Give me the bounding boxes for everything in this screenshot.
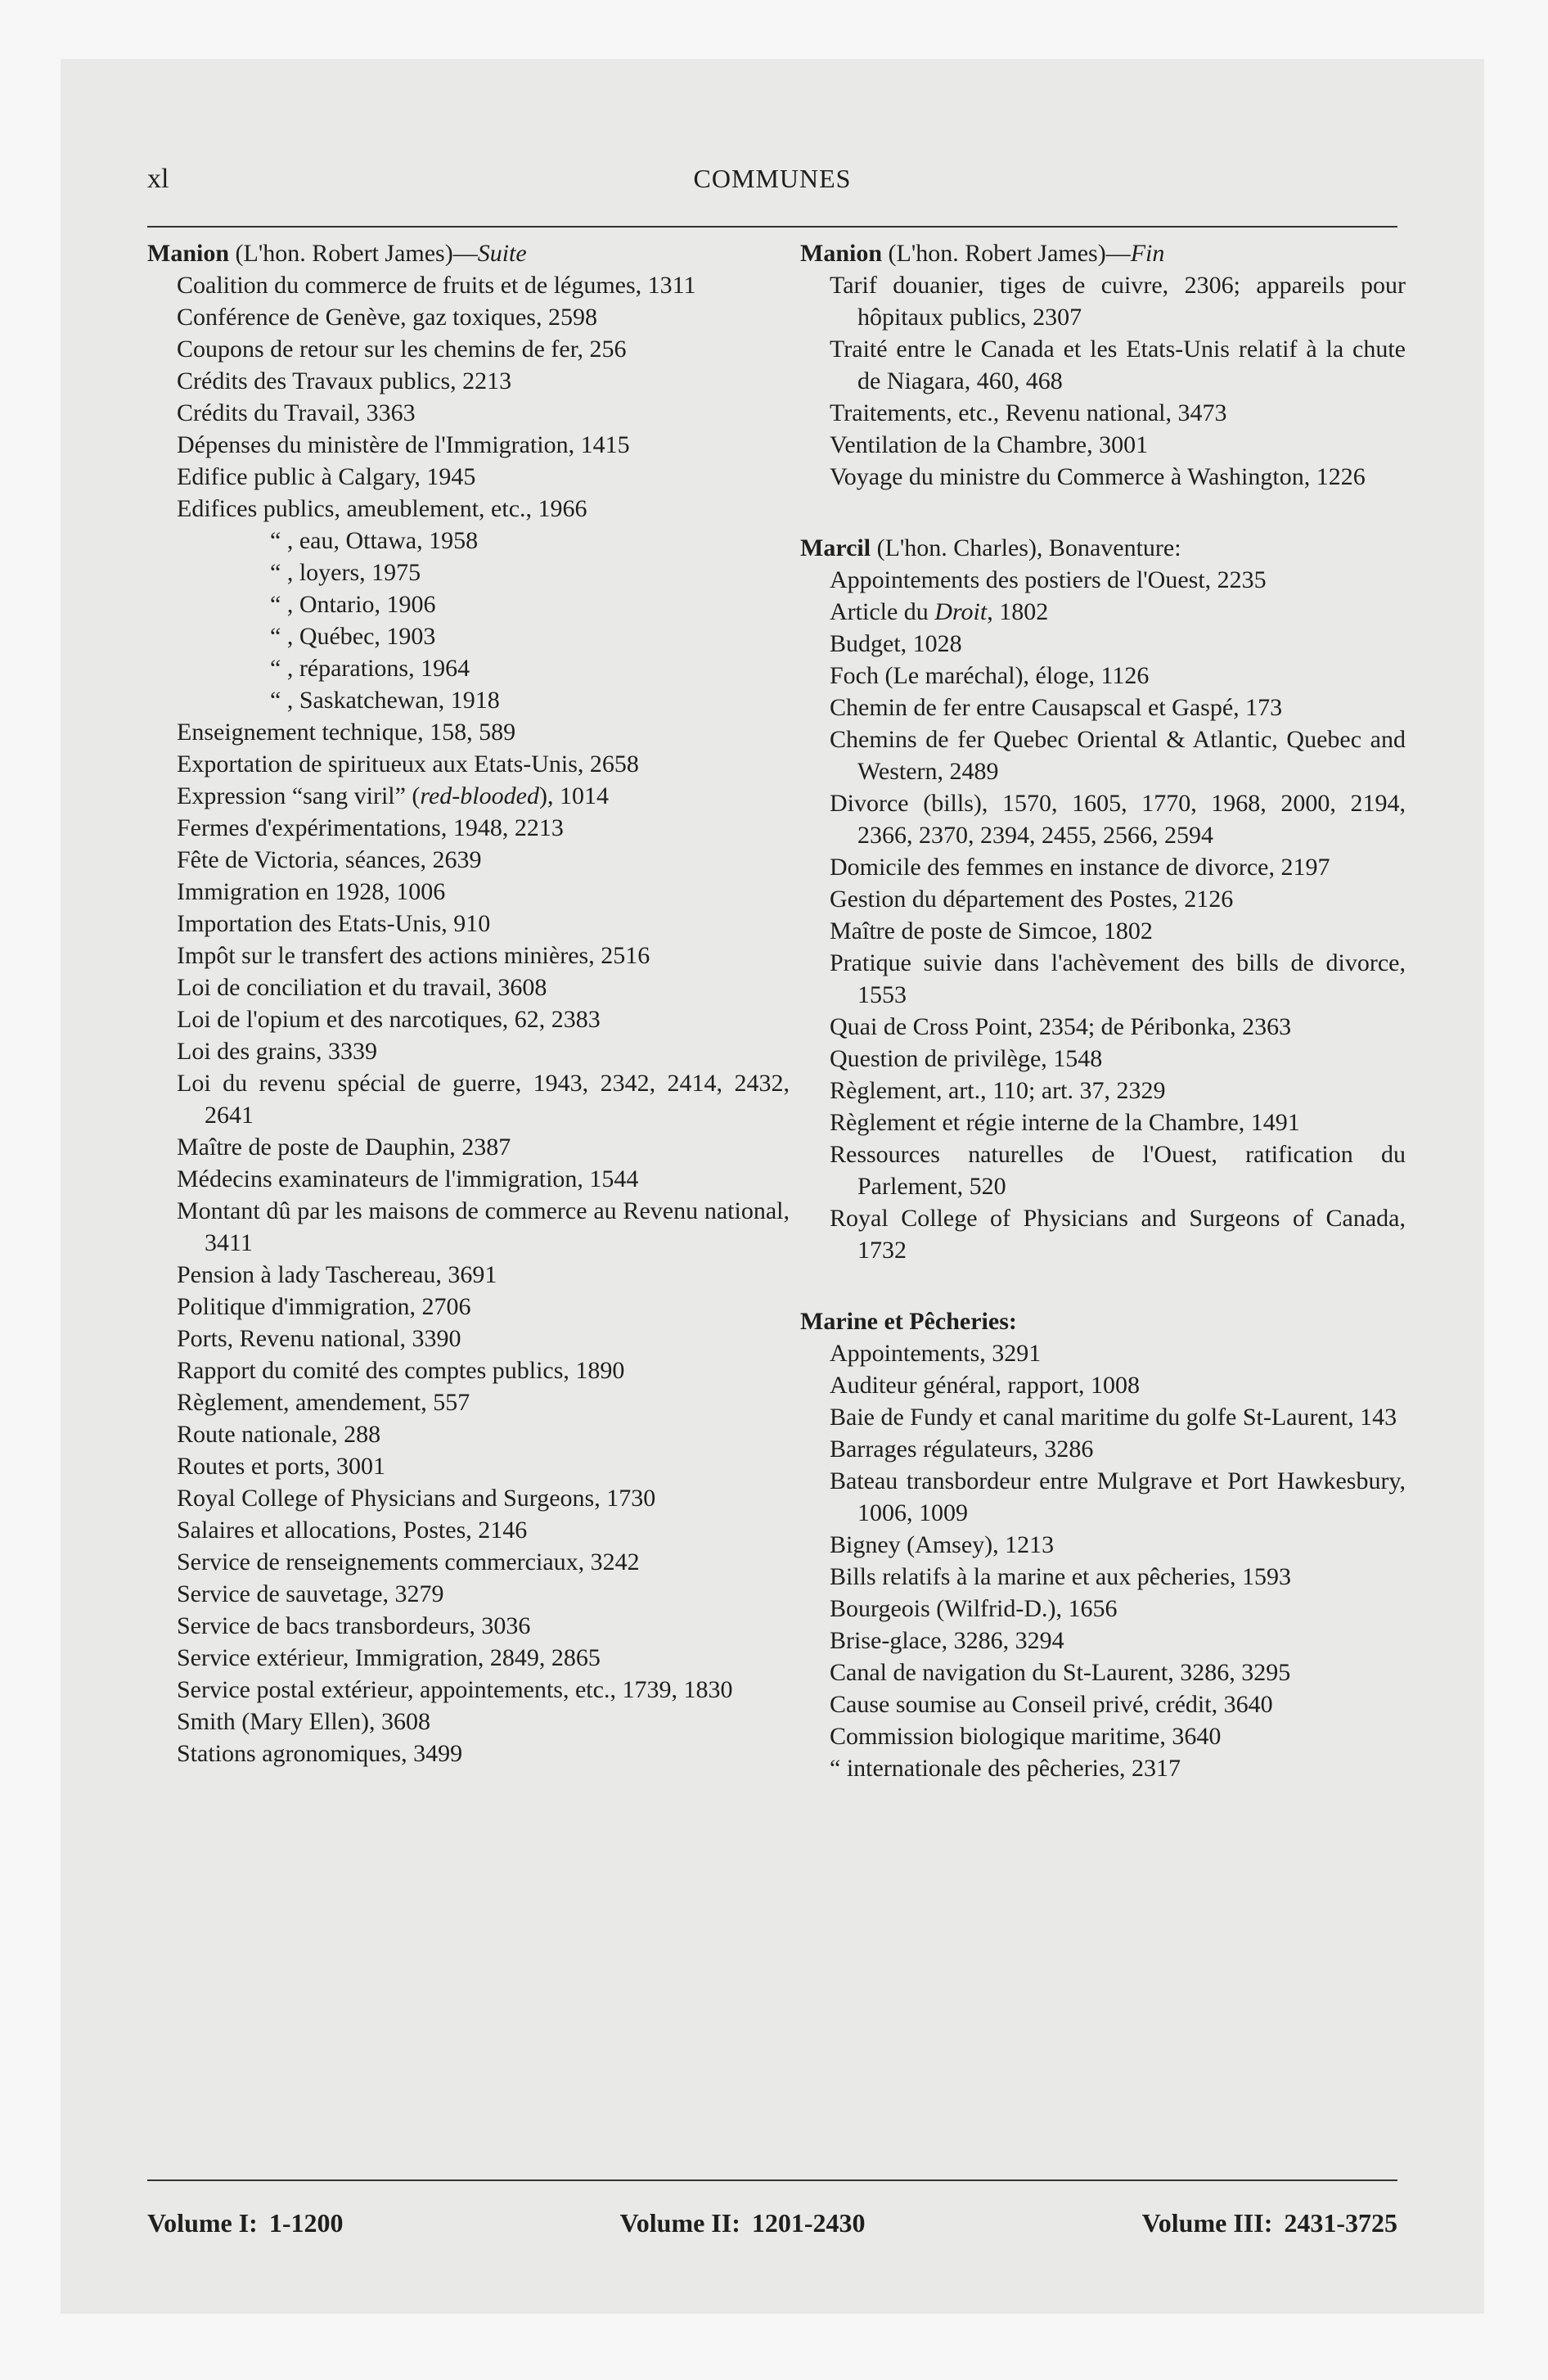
index-entry: Domicile des femmes en instance de divorce, 2197 bbox=[830, 854, 1330, 881]
volume-pages: 1201-2430 bbox=[751, 2208, 866, 2238]
index-entry: Commission biologique maritime, 3640 bbox=[830, 1723, 1222, 1750]
index-entry: Pension à lady Taschereau, 3691 bbox=[177, 1261, 497, 1288]
index-entry: Crédits du Travail, 3363 bbox=[177, 399, 416, 426]
section-gap bbox=[800, 1266, 1406, 1305]
volume-label: Volume II: bbox=[619, 2208, 740, 2238]
heading-detail: (L'hon. Robert James)— bbox=[888, 240, 1131, 267]
entry-text: ), 1014 bbox=[538, 782, 609, 809]
index-heading-manion-suite bbox=[147, 237, 790, 269]
index-entry: Bigney (Amsey), 1213 bbox=[830, 1531, 1055, 1558]
index-sub-entry: “ , loyers, 1975 bbox=[270, 559, 421, 586]
index-entry: Loi de l'opium et des narcotiques, 62, 2383 bbox=[177, 1006, 601, 1033]
index-entry: Service de renseignements commerciaux, 3242 bbox=[177, 1548, 640, 1575]
heading-name: Manion bbox=[147, 240, 230, 267]
entry-text: , 1802 bbox=[987, 598, 1049, 625]
volume-label: Volume III: bbox=[1141, 2208, 1273, 2238]
index-entry: Stations agronomiques, 3499 bbox=[177, 1740, 463, 1767]
heading-name: Marine et Pêcheries: bbox=[800, 1308, 1017, 1335]
volume-label: Volume I: bbox=[147, 2208, 258, 2238]
index-entry: Importation des Etats-Unis, 910 bbox=[177, 910, 491, 937]
index-entry: Maître de poste de Dauphin, 2387 bbox=[177, 1134, 511, 1161]
index-entry: Budget, 1028 bbox=[830, 630, 962, 657]
heading-name: Marcil bbox=[800, 534, 871, 561]
heading-name: Manion bbox=[800, 240, 883, 267]
page-number: xl bbox=[147, 164, 169, 194]
index-entry: Pratique suivie dans l'achèvement des bills de divorce, 1553 bbox=[830, 949, 1406, 1008]
index-entry: Médecins examinateurs de l'immigration, 1544 bbox=[177, 1165, 639, 1192]
volume-pages: 2431-3725 bbox=[1284, 2208, 1397, 2238]
volume-footer bbox=[147, 2208, 1397, 2238]
index-entry-expression bbox=[147, 780, 790, 812]
index-entry: Rapport du comité des comptes publics, 1890 bbox=[177, 1357, 625, 1384]
index-sub-entry: “ , Ontario, 1906 bbox=[270, 591, 436, 618]
index-heading-marine bbox=[800, 1305, 1406, 1337]
index-entry: Traitements, etc., Revenu national, 3473 bbox=[830, 399, 1227, 426]
index-entry: Maître de poste de Simcoe, 1802 bbox=[830, 917, 1153, 944]
volume-range bbox=[1142, 2208, 1397, 2238]
index-heading-marcil bbox=[800, 532, 1406, 564]
section-gap bbox=[800, 493, 1406, 532]
heading-suffix: Suite bbox=[477, 240, 527, 267]
footer-rule bbox=[147, 2179, 1397, 2181]
index-entry: Salaires et allocations, Postes, 2146 bbox=[177, 1517, 528, 1544]
index-entry: Chemins de fer Quebec Oriental & Atlantic, Quebec and Western, 2489 bbox=[830, 726, 1406, 785]
index-entry: Route nationale, 288 bbox=[177, 1421, 381, 1448]
index-entry: Auditeur général, rapport, 1008 bbox=[830, 1372, 1141, 1399]
index-entry: Exportation de spiritueux aux Etats-Unis, 2658 bbox=[177, 751, 639, 778]
index-entry: Politique d'immigration, 2706 bbox=[177, 1293, 471, 1320]
heading-detail: (L'hon. Charles), Bonaventure: bbox=[876, 534, 1181, 561]
volume-range bbox=[147, 2208, 343, 2238]
index-entry: Impôt sur le transfert des actions minières, 2516 bbox=[177, 942, 650, 969]
index-entry: Appointements, 3291 bbox=[830, 1340, 1042, 1367]
scanned-page bbox=[61, 59, 1484, 2314]
index-entry: Service de bacs transbordeurs, 3036 bbox=[177, 1612, 531, 1639]
index-sub-entry: “ , Saskatchewan, 1918 bbox=[270, 687, 500, 714]
index-entry: Foch (Le maréchal), éloge, 1126 bbox=[830, 662, 1150, 689]
index-sub-entry: “ , eau, Ottawa, 1958 bbox=[270, 527, 479, 554]
volume-range bbox=[620, 2208, 866, 2238]
index-entry: Coalition du commerce de fruits et de légumes, 1311 bbox=[177, 272, 696, 299]
index-entry: “ internationale des pêcheries, 2317 bbox=[830, 1755, 1181, 1782]
index-entry: Loi de conciliation et du travail, 3608 bbox=[177, 974, 547, 1001]
index-entry: Ventilation de la Chambre, 3001 bbox=[830, 431, 1149, 458]
index-entry: Règlement et régie interne de la Chambre, 1491 bbox=[830, 1109, 1300, 1136]
index-entry: Enseignement technique, 158, 589 bbox=[177, 719, 516, 746]
running-title: COMMUNES bbox=[693, 164, 852, 193]
index-entry: Service de sauvetage, 3279 bbox=[177, 1580, 444, 1607]
heading-detail: (L'hon. Robert James)— bbox=[235, 240, 478, 267]
index-entry: Appointements des postiers de l'Ouest, 2235 bbox=[830, 566, 1267, 593]
index-entry: Ressources naturelles de l'Ouest, ratification du Parlement, 520 bbox=[830, 1141, 1406, 1200]
header-rule bbox=[147, 226, 1397, 228]
index-entry: Traité entre le Canada et les Etats-Unis relatif à la chute de Niagara, 460, 468 bbox=[830, 336, 1406, 394]
heading-suffix: Fin bbox=[1130, 240, 1165, 267]
volume-pages: 1-1200 bbox=[268, 2208, 344, 2238]
index-entry: Smith (Mary Ellen), 3608 bbox=[177, 1708, 430, 1735]
index-entry: Barrages régulateurs, 3286 bbox=[830, 1436, 1094, 1463]
index-entry: Service postal extérieur, appointements, etc., 1739, 1830 bbox=[177, 1676, 733, 1703]
index-heading-manion-fin bbox=[800, 237, 1406, 269]
index-entry: Royal College of Physicians and Surgeons, 1730 bbox=[177, 1485, 656, 1512]
index-entry: Tarif douanier, tiges de cuivre, 2306; appareils pour hôpitaux publics, 2307 bbox=[830, 272, 1406, 331]
entry-italic: Droit bbox=[934, 598, 988, 625]
index-entry: Montant dû par les maisons de commerce au Revenu national, 3411 bbox=[177, 1197, 790, 1256]
index-entry: Edifices publics, ameublement, etc., 1966 bbox=[177, 495, 587, 522]
index-entry: Gestion du département des Postes, 2126 bbox=[830, 886, 1234, 913]
index-entry: Routes et ports, 3001 bbox=[177, 1453, 385, 1480]
index-entry: Loi du revenu spécial de guerre, 1943, 2342, 2414, 2432, 2641 bbox=[177, 1070, 790, 1129]
index-entry: Règlement, art., 110; art. 37, 2329 bbox=[830, 1077, 1166, 1104]
index-entry: Question de privilège, 1548 bbox=[830, 1045, 1103, 1072]
index-entry: Crédits des Travaux publics, 2213 bbox=[177, 367, 512, 394]
index-sub-entry: “ , réparations, 1964 bbox=[270, 655, 470, 682]
index-entry: Divorce (bills), 1570, 1605, 1770, 1968, 2000, 2194, 2366, 2370, 2394, 2455, 2566, 2594 bbox=[830, 790, 1406, 849]
right-column bbox=[800, 237, 1406, 1784]
index-entry: Dépenses du ministère de l'Immigration, 1415 bbox=[177, 431, 630, 458]
index-entry: Voyage du ministre du Commerce à Washington, 1226 bbox=[830, 463, 1366, 490]
index-entry: Royal College of Physicians and Surgeons of Canada, 1732 bbox=[830, 1205, 1406, 1264]
index-entry: Edifice public à Calgary, 1945 bbox=[177, 463, 476, 490]
index-entry: Bourgeois (Wilfrid-D.), 1656 bbox=[830, 1595, 1118, 1622]
entry-text: Expression “sang viril” ( bbox=[177, 782, 421, 809]
index-entry: Quai de Cross Point, 2354; de Péribonka, 2363 bbox=[830, 1013, 1292, 1040]
index-entry: Fermes d'expérimentations, 1948, 2213 bbox=[177, 814, 564, 841]
index-entry: Chemin de fer entre Causapscal et Gaspé, 173 bbox=[830, 694, 1283, 721]
left-column bbox=[147, 237, 790, 1769]
index-entry: Brise-glace, 3286, 3294 bbox=[830, 1627, 1064, 1654]
index-entry: Immigration en 1928, 1006 bbox=[177, 878, 446, 905]
index-entry: Bateau transbordeur entre Mulgrave et Port Hawkesbury, 1006, 1009 bbox=[830, 1467, 1406, 1526]
index-entry: Loi des grains, 3339 bbox=[177, 1038, 377, 1065]
index-entry: Baie de Fundy et canal maritime du golfe St-Laurent, 143 bbox=[830, 1404, 1397, 1431]
index-entry: Cause soumise au Conseil privé, crédit, 3640 bbox=[830, 1691, 1273, 1718]
index-entry: Règlement, amendement, 557 bbox=[177, 1389, 470, 1416]
index-entry-droit bbox=[800, 596, 1406, 628]
index-entry: Service extérieur, Immigration, 2849, 2865 bbox=[177, 1644, 601, 1671]
entry-italic: red-blooded bbox=[420, 782, 539, 809]
index-entry: Coupons de retour sur les chemins de fer, 256 bbox=[177, 336, 627, 363]
index-entry: Canal de navigation du St-Laurent, 3286, 3295 bbox=[830, 1659, 1291, 1686]
page-header bbox=[147, 164, 1397, 196]
index-entry: Bills relatifs à la marine et aux pêcheries, 1593 bbox=[830, 1563, 1291, 1590]
index-sub-entry: “ , Québec, 1903 bbox=[270, 623, 436, 650]
index-entry: Conférence de Genève, gaz toxiques, 2598 bbox=[177, 304, 597, 331]
entry-list bbox=[147, 269, 790, 1769]
index-entry: Ports, Revenu national, 3390 bbox=[177, 1325, 461, 1352]
entry-text: Article du bbox=[830, 598, 935, 625]
index-entry: Fête de Victoria, séances, 2639 bbox=[177, 846, 482, 873]
